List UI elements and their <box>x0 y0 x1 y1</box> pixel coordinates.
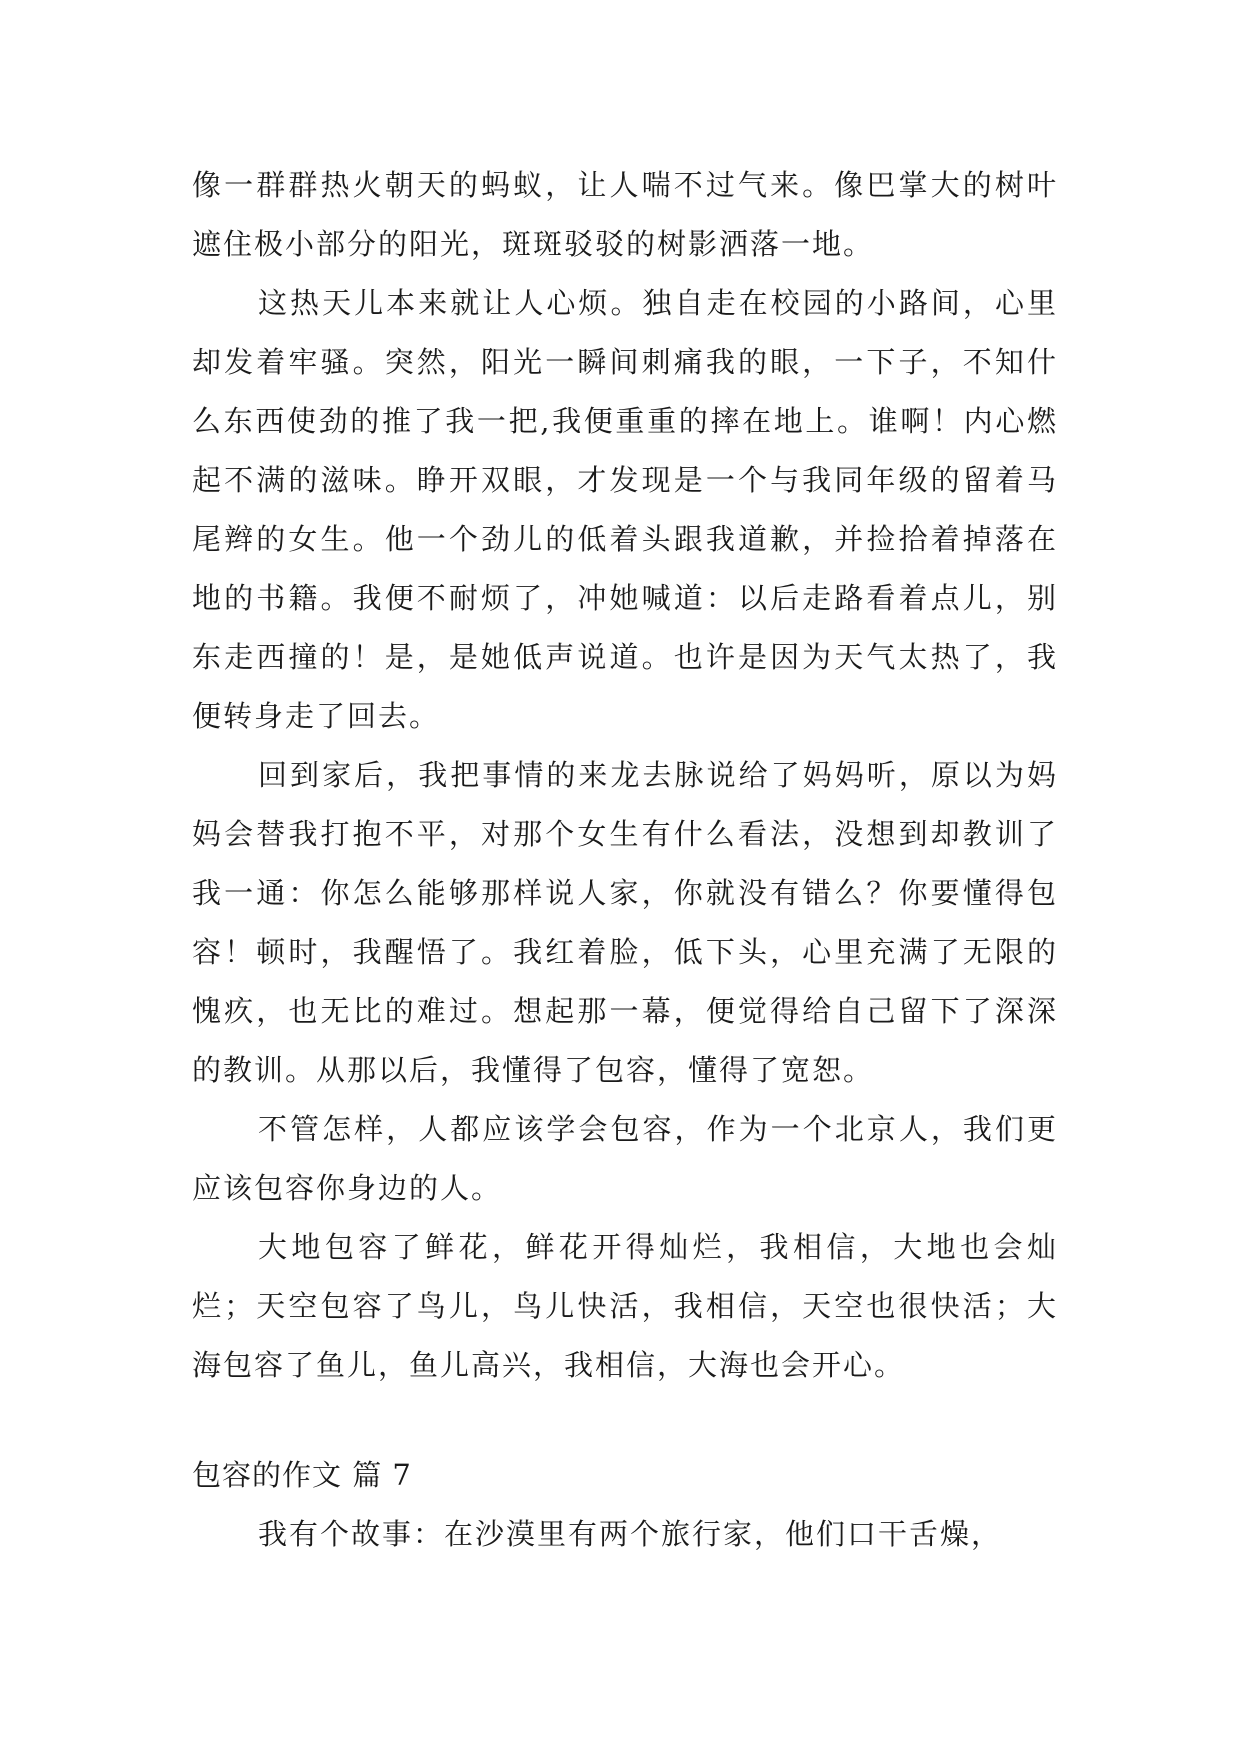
paragraph-4: 不管怎样，人都应该学会包容，作为一个北京人，我们更应该包容你身边的人。 <box>192 1112 1058 1205</box>
paragraph-1: 像一群群热火朝天的蚂蚁，让人喘不过气来。像巴掌大的树叶遮住极小部分的阳光，斑斑驳驳的树影洒落一地。 <box>192 168 1058 261</box>
paragraph-6: 我有个故事：在沙漠里有两个旅行家，他们口干舌燥， <box>258 1517 1003 1551</box>
paragraph-2: 这热天儿本来就让人心烦。独自走在校园的小路间，心里却发着牢骚。突然，阳光一瞬间刺痛我的眼，一下子，不知什么东西使劲的推了我一把,我便重重的摔在地上。谁啊！内心燃起不满的滋味。睁开双眼，才发现是一个与我同年级的留着马尾辫的女生。他一个劲儿的低着头跟我道歉，并捡拾着掉落在地的书籍。我便不耐烦了，冲她喊道：以后走路看着点儿，别东走西撞的！是，是她低声说道。也许是因为天气太热了，我便转身走了回去。 <box>192 286 1058 733</box>
paragraph-3: 回到家后，我把事情的来龙去脉说给了妈妈听，原以为妈妈会替我打抱不平，对那个女生有什么看法，没想到却教训了我一通：你怎么能够那样说人家，你就没有错么？你要懂得包容！顿时，我醒悟了。我红着脸，低下头，心里充满了无限的愧疚，也无比的难过。想起那一幕，便觉得给自己留下了深深的教训。从那以后，我懂得了包容，懂得了宽恕。 <box>192 758 1058 1087</box>
section-heading: 包容的作文 篇 7 <box>192 1458 412 1492</box>
document-body <box>192 156 1058 1564</box>
paragraph-5: 大地包容了鲜花，鲜花开得灿烂，我相信，大地也会灿烂；天空包容了鸟儿，鸟儿快活，我相信，天空也很快活；大海包容了鱼儿，鱼儿高兴，我相信，大海也会开心。 <box>192 1230 1058 1382</box>
